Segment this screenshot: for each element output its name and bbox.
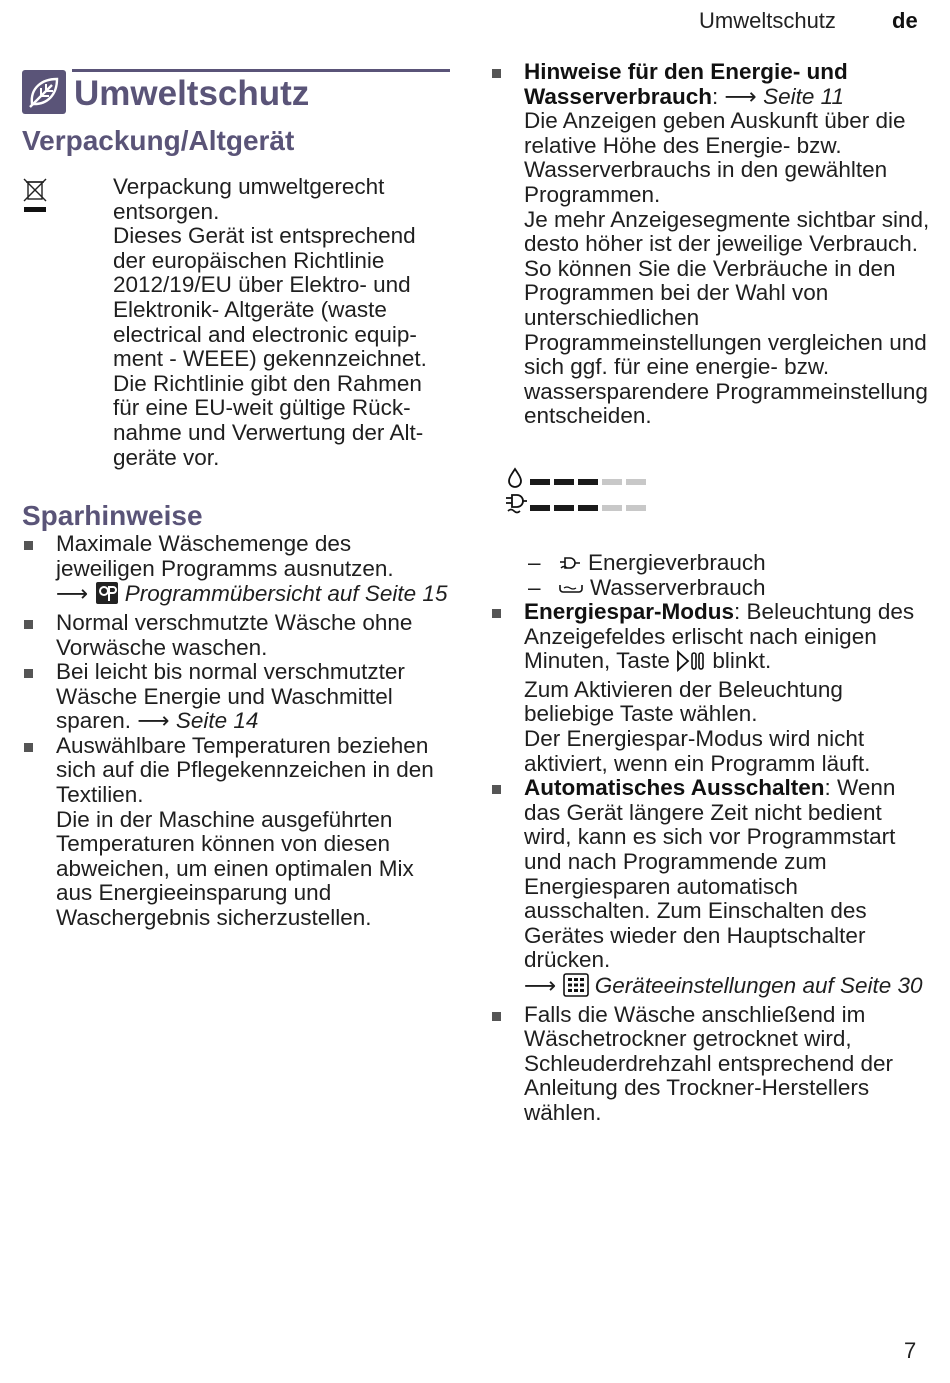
meter-segment-filled xyxy=(530,479,550,485)
consumption-meter xyxy=(504,465,930,517)
dryer-hint-text: Falls die Wäsche anschließend im Wäschetrockner getrocknet wird, Schleuderdrehzahl entsprechend der Anleitung des Trockner-Herstellers wählen. xyxy=(524,1001,893,1125)
meter-segment-filled xyxy=(554,505,574,511)
arrow-glyph: ⟶ xyxy=(56,581,89,607)
chapter-heading xyxy=(22,68,454,116)
eco-mode-text-continued: blinkt. Zum Aktivieren der Beleuchtung beliebige Taste wählen. Der Energiespar-Modus wird nicht aktiviert, wenn ein Programm läuft. xyxy=(524,648,871,776)
cross-reference-link[interactable]: Geräteeinstellungen auf Seite 30 xyxy=(594,973,923,998)
running-header-section: Umweltschutz xyxy=(699,8,836,33)
cross-reference-link[interactable]: Programmübersicht auf Seite 15 xyxy=(124,581,448,607)
tip-text: Maximale Wäschemenge des jeweiligen Programms ausnutzen. xyxy=(56,531,394,581)
tips-list xyxy=(22,532,454,931)
hint-text: Die Anzeigen geben Auskunft über die relative Höhe des Energie- bzw. Wasserverbrauchs in den gewählten Programmen. Je mehr Anzeigesegmente sichtbar sind, desto höher ist der jeweilige Verbrauch. So können Sie die Verbräuche in den Programmen bei der Wahl von unterschiedlichen Programmeinstellungen vergleichen und sich ggf. für eine energie- bzw. wassersparendere Programmeinstellung entscheiden. xyxy=(524,108,930,429)
running-header-language: de xyxy=(892,8,918,33)
tip-text: Bei leicht bis normal verschmutzter Wäsche Energie und Waschmittel sparen. xyxy=(56,659,405,734)
meter-segment-filled xyxy=(530,505,550,511)
colon: : xyxy=(712,83,725,109)
meter-segment-empty xyxy=(626,505,646,511)
section-heading-packaging: Verpackung/Altgerät xyxy=(22,125,295,156)
program-overview-icon xyxy=(95,581,119,611)
meter-segment-empty xyxy=(602,505,622,511)
consumption-hint-list xyxy=(490,60,930,429)
auto-off-heading: Automatisches Ausschalten xyxy=(524,775,825,801)
weee-text: Verpackung umweltgerecht entsorgen. Dieses Gerät ist entsprechend der europäischen Richtlinie 2012/19/EU über Elektro- und Elektronik- Altgeräte (waste electrical and electronic equip-ment - WEEE) gekennzeichnet. Die Richtlinie gibt den Rahmen für eine EU-weit gültige Rück-nahme und Verwertung der Alt-geräte vor. xyxy=(113,174,427,470)
arrow-glyph: ⟶ xyxy=(524,973,557,998)
hint-heading: Hinweise für den Energie- und Wasserverbrauch xyxy=(524,59,848,109)
auto-off-text: : Wenn das Gerät längere Zeit nicht bedient wird, kann es sich vor Programmstart und nach Programmende zum Energiesparen automatisch ausschalten. Zum Einschalten des Gerätes wieder den Hauptschalter drücken. xyxy=(524,775,896,973)
meter-segment-filled xyxy=(578,479,598,485)
chapter-title: Umweltschutz xyxy=(74,74,310,113)
water-meter-row xyxy=(504,465,930,491)
legend-energy xyxy=(528,551,930,576)
energy-meter-segments xyxy=(530,492,650,517)
weee-block xyxy=(22,175,454,470)
legend-energy-label: Energieverbrauch xyxy=(588,549,766,575)
energy-mode-list xyxy=(490,600,930,1125)
list-item xyxy=(490,60,930,429)
right-column xyxy=(490,60,930,1126)
section-heading-tips: Sparhinweise xyxy=(22,500,203,532)
energy-meter-row xyxy=(504,491,930,517)
meter-legend xyxy=(528,551,930,600)
list-item xyxy=(22,532,454,611)
page-number: 7 xyxy=(904,1338,917,1363)
energy-plug-icon xyxy=(504,492,530,516)
eco-mode-text: : Beleuchtung des Anzeigefeldes erlischt nach einigen Minuten, Taste xyxy=(524,599,915,674)
list-item xyxy=(490,600,930,776)
legend-water-label: Wasserverbrauch xyxy=(590,574,766,600)
arrow-glyph: ⟶ xyxy=(724,83,757,109)
list-item xyxy=(490,1003,930,1126)
water-drop-icon xyxy=(504,466,530,490)
crossed-bin-icon xyxy=(22,177,48,215)
water-meter-segments xyxy=(530,466,650,491)
list-item xyxy=(490,776,930,1002)
meter-segment-filled xyxy=(578,505,598,511)
list-item xyxy=(22,611,454,660)
water-basin-icon xyxy=(558,579,584,597)
legend-dash: – xyxy=(528,549,541,575)
energy-plug-icon xyxy=(558,554,582,572)
list-item xyxy=(22,660,454,734)
meter-segment-filled xyxy=(554,479,574,485)
eco-mode-heading: Energiespar-Modus xyxy=(524,599,735,625)
settings-grid-icon xyxy=(563,973,589,1003)
arrow-glyph: ⟶ xyxy=(137,708,170,734)
cross-reference-link[interactable]: Seite 11 xyxy=(763,83,844,109)
tip-text: Normal verschmutzte Wäsche ohne Vorwäsche waschen. xyxy=(56,609,413,660)
start-pause-icon xyxy=(676,650,706,678)
list-item xyxy=(22,734,454,931)
left-column xyxy=(22,60,454,931)
legend-dash: – xyxy=(528,574,541,600)
heading-rule xyxy=(72,69,450,72)
cross-reference-link[interactable]: Seite 14 xyxy=(175,708,259,734)
legend-water xyxy=(528,576,930,601)
meter-segment-empty xyxy=(602,479,622,485)
leaf-icon xyxy=(22,70,66,114)
tip-text: Auswählbare Temperaturen beziehen sich auf die Pflegekennzeichen in den Textilien. Die in der Maschine ausgeführten Temperaturen können von diesen abweichen, um einen optimalen Mix aus Energieeinsparung und Waschergebnis sicherzustellen. xyxy=(56,732,434,931)
meter-segment-empty xyxy=(626,479,646,485)
